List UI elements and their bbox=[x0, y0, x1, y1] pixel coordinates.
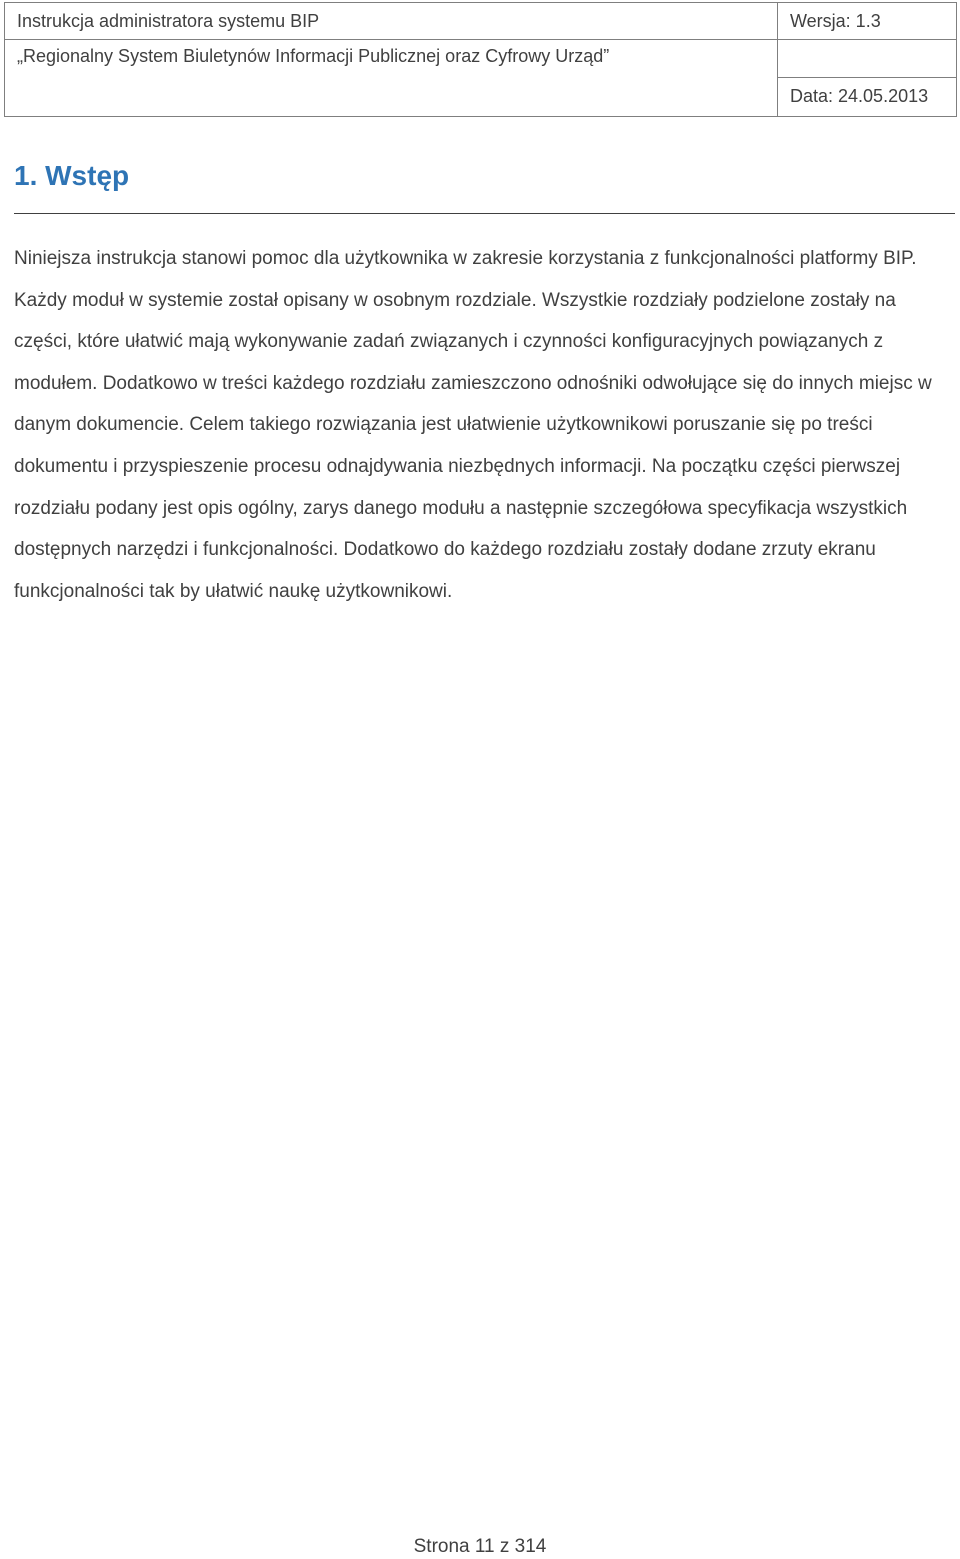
system-name: „Regionalny System Biuletynów Informacji Publicznej oraz Cyfrowy Urząd” bbox=[5, 40, 778, 117]
document-header-table bbox=[4, 2, 957, 117]
doc-version: Wersja: 1.3 bbox=[778, 3, 957, 40]
section-heading: 1. Wstęp bbox=[14, 160, 130, 191]
doc-title: Instrukcja administratora systemu BIP bbox=[5, 3, 778, 40]
header-empty-cell bbox=[778, 40, 957, 77]
section-paragraph: Niniejsza instrukcja stanowi pomoc dla użytkownika w zakresie korzystania z funkcjonalności platformy BIP. Każdy moduł w systemie został opisany w osobnym rozdziale. Wszystkie rozdziały podzielone zostały na części, które ułatwić mają wykonywanie zadań związanych i czynności konfiguracyjnych powiązanych z modułem. Dodatkowo w treści każdego rozdziału zamieszczono odnośniki odwołujące się do innych miejsc w danym dokumencie. Celem takiego rozwiązania jest ułatwienie użytkownikowi poruszanie się po treści dokumentu i przyspieszenie procesu odnajdywania niezbędnych informacji. Na początku części pierwszej rozdziału podany jest opis ogólny, zarys danego modułu a następnie szczegółowa specyfikacja wszystkich dostępnych narzędzi i funkcjonalności. Dodatkowo do każdego rozdziału zostały dodane zrzuty ekranu funkcjonalności tak by ułatwić naukę użytkownikowi. bbox=[14, 248, 932, 602]
heading-divider bbox=[14, 213, 955, 214]
page-number: Strona 11 z 314 bbox=[413, 1536, 547, 1557]
doc-date: Data: 24.05.2013 bbox=[778, 77, 957, 116]
